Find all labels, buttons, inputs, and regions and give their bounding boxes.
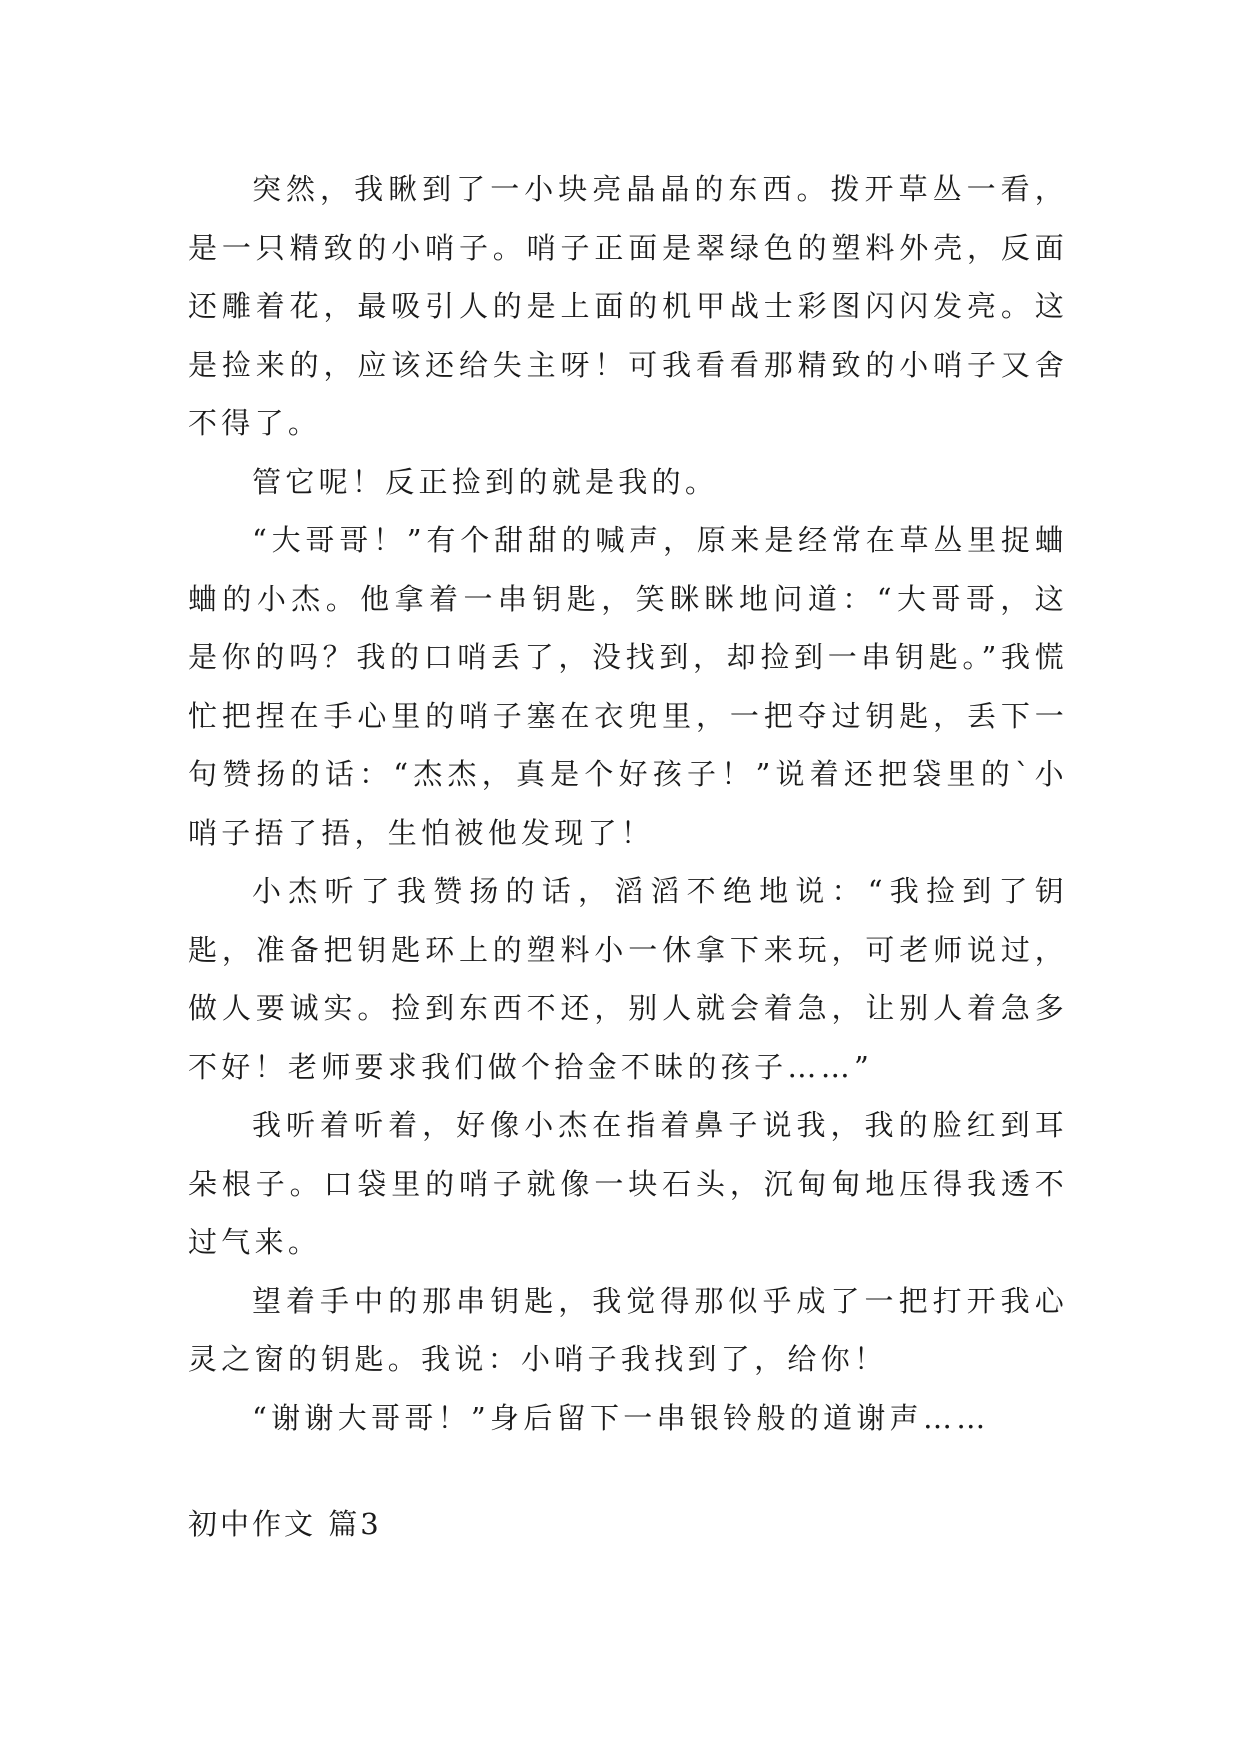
paragraph-thanks: “谢谢大哥哥！”身后留下一串银铃般的道谢声…… (252, 1400, 990, 1435)
paragraph-ashamed: 我听着听着，好像小杰在指着鼻子说我，我的脸红到耳朵根子。口袋里的哨子就像一块石头，沉甸甸地压得我透不过气来。 (188, 1108, 1068, 1259)
paragraph-xiaojie-speech: 小杰听了我赞扬的话，滔滔不绝地说：“我捡到了钥匙，准备把钥匙环上的塑料小一休拿下来玩，可老师说过，做人要诚实。捡到东西不还，别人就会着急，让别人着急多不好！老师要求我们做个拾金不昧的孩子……” (188, 874, 1068, 1084)
paragraph-keep-it: 管它呢！反正捡到的就是我的。 (252, 464, 719, 499)
paragraph-return-whistle: 望着手中的那串钥匙，我觉得那似乎成了一把打开我心灵之窗的钥匙。我说：小哨子我找到了，给你！ (188, 1283, 1068, 1376)
paragraph-whistle-found: 突然，我瞅到了一小块亮晶晶的东西。拨开草丛一看，是一只精致的小哨子。哨子正面是翠绿色的塑料外壳，反面还雕着花，最吸引人的是上面的机甲战士彩图闪闪发亮。这是捡来的，应该还给失主呀！可我看看那精致的小哨子又舍不得了。 (188, 172, 1068, 440)
section-heading: 初中作文 篇3 (188, 1507, 382, 1541)
essay-body (188, 160, 1068, 1447)
paragraph-xiaojie-keys: “大哥哥！”有个甜甜的喊声，原来是经常在草丛里捉蛐蛐的小杰。他拿着一串钥匙，笑眯眯地问道：“大哥哥，这是你的吗？我的口哨丢了，没找到，却捡到一串钥匙。”我慌忙把捏在手心里的哨子塞在衣兜里，一把夺过钥匙，丢下一句赞扬的话：“杰杰，真是个好孩子！”说着还把袋里的`小哨子捂了捂，生怕被他发现了！ (188, 523, 1068, 850)
